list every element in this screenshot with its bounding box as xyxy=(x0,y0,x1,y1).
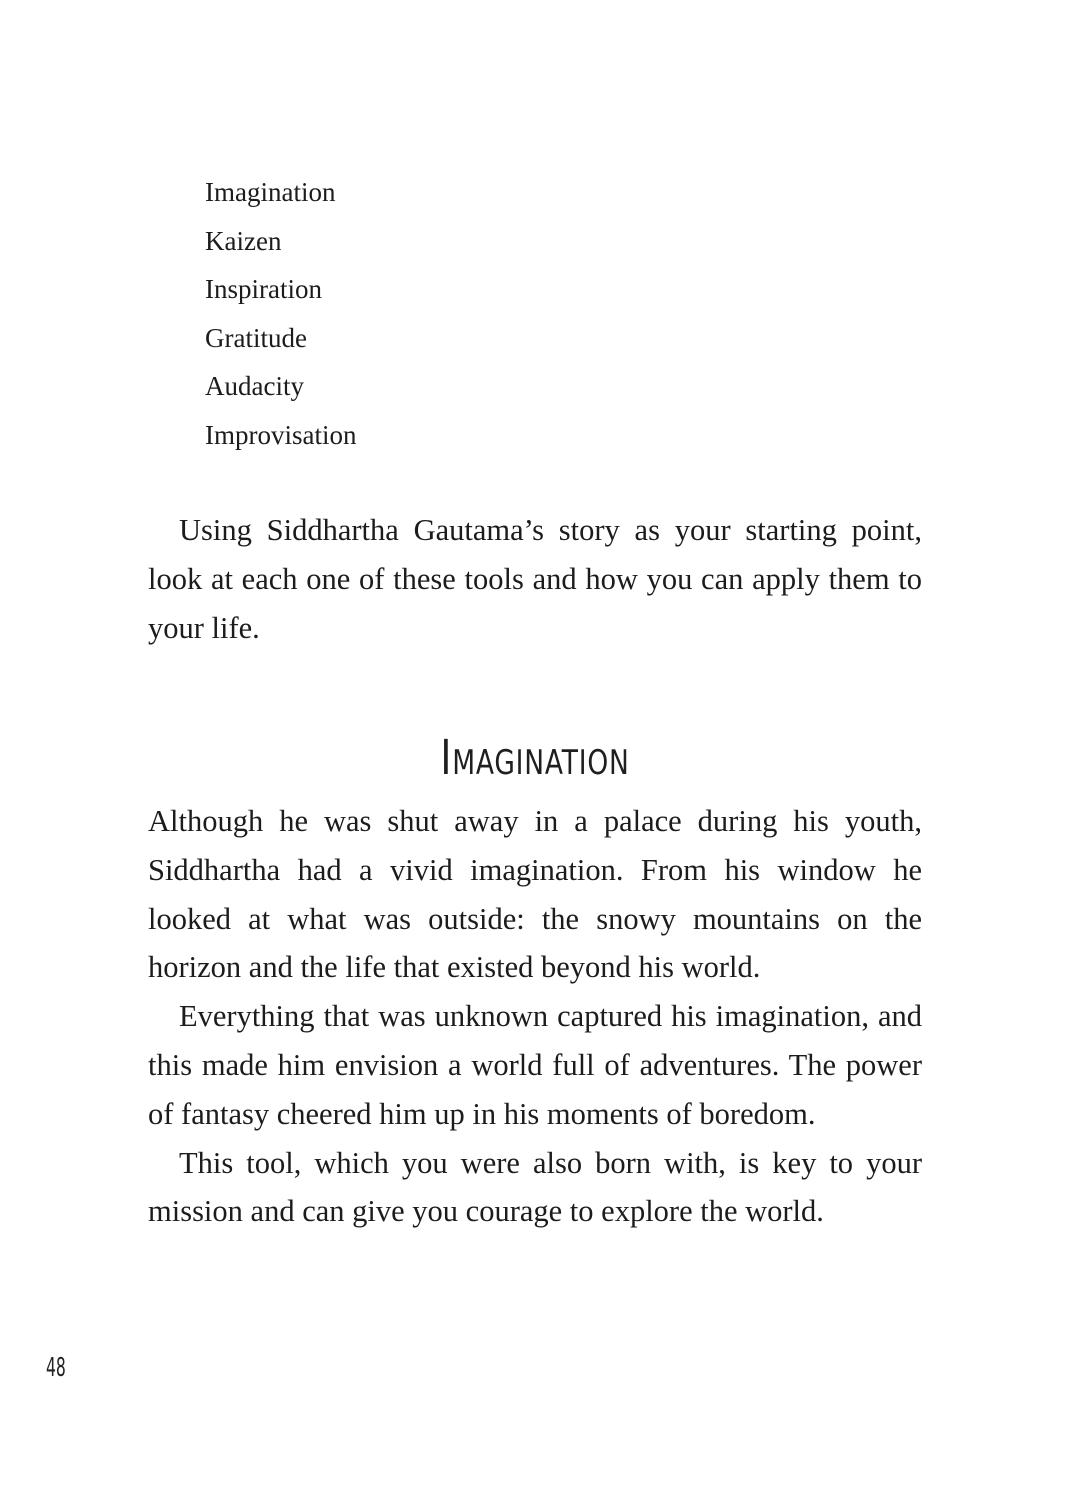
intro-paragraph: Using Siddhartha Gautama’s story as your starting point, look at each one of these tools and how you can apply them to your life. xyxy=(148,513,922,645)
tools-list-item: Audacity xyxy=(205,371,304,402)
tools-list-item: Gratitude xyxy=(205,322,307,353)
tools-list-item: Imagination xyxy=(205,177,336,207)
tools-list-item: Improvisation xyxy=(205,419,357,450)
tools-list xyxy=(205,168,356,460)
page-number: 48 xyxy=(46,1353,66,1383)
body-paragraph: This tool, which you were also born with, is key to your mission and can give you courage to explore the world. xyxy=(148,1145,922,1229)
section-body xyxy=(148,797,922,1236)
tools-list-item: Inspiration xyxy=(205,274,322,305)
section-heading: Imagination xyxy=(440,730,630,786)
body-paragraph: Everything that was unknown captured his imagination, and this made him envision a world full of adventures. The power of fantasy cheered him up in his moments of boredom. xyxy=(148,999,922,1131)
intro-text-block xyxy=(148,506,922,652)
body-paragraph: Although he was shut away in a palace during his youth, Siddhartha had a vivid imagination. From his window he looked at what was outside: the snowy mountains on the horizon and the life that existed beyond his world. xyxy=(148,804,922,985)
tools-list-item: Kaizen xyxy=(205,225,282,256)
